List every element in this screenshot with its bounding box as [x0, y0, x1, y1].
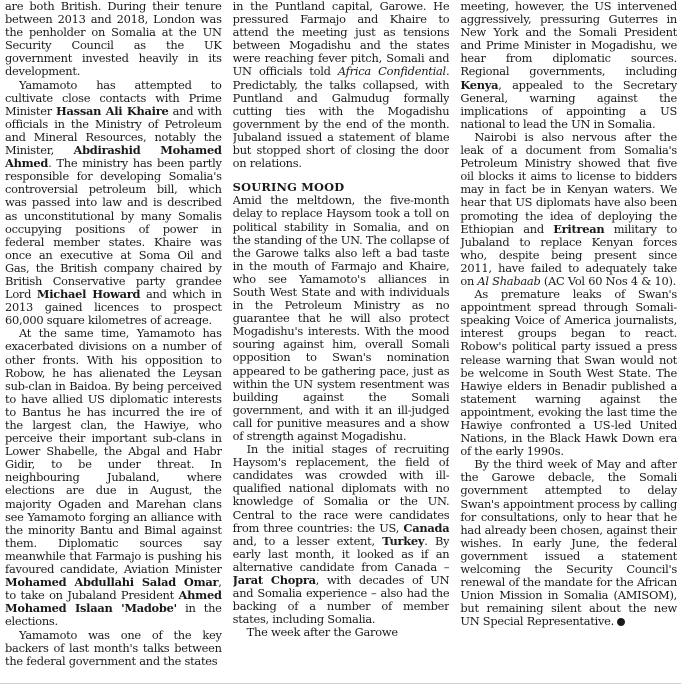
- paragraph: [233, 194, 450, 443]
- text-run: Nairobi is also nervous after the leak of a document from Somalia's Petroleum Ministry showed that five oil blocks it aims to license to bidders may in fact be in Kenyan waters. We hear that US diplomats have also been promoting the idea of deploying the Ethiopian and: [460, 129, 678, 236]
- text-run: Amid the meltdown, the five-month delay to replace Haysom took a toll on political stability in Somalia, and on the standing of the UN. The collapse of the Garowe talks also left a bad taste in the mouth of Farmajo and Khaire, who see Yamamoto's alliances in South West State and with individuals in the Petroleum Ministry as no guarantee that he will also protect Mogadishu's interests. With the mood souring against him, overall Somali opposition to Swan's nomination appeared to be gathering pace, just as within the UN system resentment was building against the Somali government, and with it an ill-judged call for punitive measures and a show of strength against Mogadishu.: [232, 193, 450, 443]
- paragraph: [233, 443, 450, 626]
- text-run: , with decades of UN and Somalia experience – also had the backing of a number of member states, including Somalia.: [232, 573, 450, 627]
- text-run: military to Jubaland to replace Kenyan forces who, despite being present since 2011, have failed to adequately take on: [460, 221, 678, 288]
- paragraph: [233, 0, 450, 170]
- text-column-3: [460, 0, 677, 687]
- text-run: and, to a lesser extent,: [232, 533, 383, 548]
- text-run: By the third week of May and after the Garowe debacle, the Somali government attempted to delay Swan's appointment process by calling for consultations, only to hear that he had already been chosen, against their wishes. In early June, the federal government issued a statement welcoming the Security Council's renewal of the mandate for the African Union Mission in Somalia (AMISOM), but remaining silent about the new UN Special Representative.: [460, 457, 678, 629]
- bold-name: Michael Howard: [36, 287, 141, 302]
- text-run: As premature leaks of Swan's appointment spread through Somali-speaking Voice of America journalists, interest groups began to react. Robow's political party issued a press release warning that Swan would not be welcome in South West State. The Hawiye elders in Benadir published a statement warning against the appointment, evoking the last time the Hawiye confronted a US-led United Nations, in the Black Hawk Down era of the early 1990s.: [460, 287, 678, 459]
- bold-name: Jarat Chopra: [232, 573, 316, 588]
- text-run: . Predictably, the talks collapsed, with Puntland and Galmudug formally cutting ties with the Mogadishu government by the end of the month. Jubaland issued a statement of blame but stopped short of closing the door on relations.: [232, 64, 450, 171]
- bold-name: Hassan Ali Khaire: [56, 103, 169, 118]
- section-subhead: SOURING MOOD: [232, 180, 345, 195]
- paragraph: [460, 288, 677, 458]
- italic-title: Al Shabaab: [477, 273, 541, 288]
- text-run: At the same time, Yamamoto has exacerbated divisions on a number of other fronts. With his opposition to Robow, he has alienated the Leysan sub-clan in Baidoa. By being perceived to have allied US diplomatic interests to Bantus he has incurred the ire of the largest clan, the Hawiye, who perceive their important sub-clans in Lower Shabelle, the Abgal and Habr Gidir, to be under threat. In neighbouring Jubaland, where elections are due in August, the majority Ogaden and Marehan clans see Yamamoto forging an alliance with the minority Bantu and Bimal against them. Diplomatic sources say meanwhile that Farmajo is pushing his favoured candidate, Aviation Minister: [5, 326, 222, 577]
- text-run: The week after the Garowe: [246, 625, 398, 640]
- text-run: and with officials in the Ministry of Petroleum and Mineral Resources, notably the Minister,: [5, 103, 222, 158]
- bold-name: Abdirashid Mohamed Ahmed: [5, 143, 222, 171]
- text-run: , appealed to the Secretary General, warning against the implications of appointing a US national to lead the UN in Somalia.: [460, 77, 678, 131]
- bold-name: Canada: [403, 520, 450, 535]
- page-bottom-rule: [0, 683, 681, 684]
- paragraph: [460, 0, 677, 131]
- paragraph: [460, 458, 677, 628]
- bold-name: Mohamed Abdullahi Salad Omar: [5, 575, 219, 590]
- bold-name: Eritrean: [553, 221, 605, 236]
- text-run: and which in 2013 gained licences to prospect 60,000 square kilometres of acreage.: [5, 287, 222, 328]
- text-column-2: [233, 0, 450, 687]
- bold-name: Ahmed Mohamed Islaan 'Madobe': [5, 588, 222, 616]
- text-run: Yamamoto was one of the key backers of last month's talks between the federal government and the states: [5, 627, 222, 668]
- bold-name: Kenya: [460, 77, 499, 92]
- paragraph: [233, 626, 450, 639]
- text-run: in the Puntland capital, Garowe. He pressured Farmajo and Khaire to attend the meeting just as tensions between Mogadishu and the states were reaching fever pitch, Somali and UN officials told: [232, 0, 450, 79]
- text-run: Yamamoto has attempted to cultivate close contacts with Prime Minister: [5, 77, 222, 118]
- text-column-1: [5, 0, 222, 687]
- text-run: , to take on Jubaland President: [5, 575, 222, 603]
- end-of-article-icon: [617, 618, 625, 626]
- text-run: In the initial stages of recruiting Haysom's replacement, the field of candidates was crowded with ill-qualified national diplomats with no knowledge of Somalia or the UN. Central to the race were candidates from three countries: the US,: [232, 442, 450, 535]
- paragraph: [460, 131, 677, 288]
- text-run: . By early last month, it looked as if an alternative candidate from Canada –: [232, 533, 450, 574]
- text-run: meeting, however, the US intervened aggressively, pressuring Guterres in New York and the Somali President and Prime Minister in Mogadishu, we hear from diplomatic sources. Regional governments, including: [460, 0, 678, 79]
- text-run: . The ministry has been partly responsible for developing Somalia's controversial petroleum bill, which was passed into law and is described as unconstitutional by many Somalis occupying positions of power in federal member states. Khaire was once an executive at Soma Oil and Gas, the British company chaired by British Conservative party grandee Lord: [5, 156, 222, 302]
- bold-name: Turkey: [382, 533, 425, 548]
- text-run: (AC Vol 60 Nos 4 & 10).: [540, 273, 677, 288]
- text-run: are both British. During their tenure between 2013 and 2018, London was the penholder on Somalia at the UN Security Council as the UK government invested heavily in its development.: [5, 0, 222, 79]
- text-run: in the elections.: [5, 601, 222, 629]
- italic-title: Africa Confidential: [337, 64, 446, 79]
- paragraph: [5, 629, 222, 668]
- paragraph: [5, 0, 222, 79]
- paragraph: [5, 327, 222, 628]
- paragraph: [5, 79, 222, 328]
